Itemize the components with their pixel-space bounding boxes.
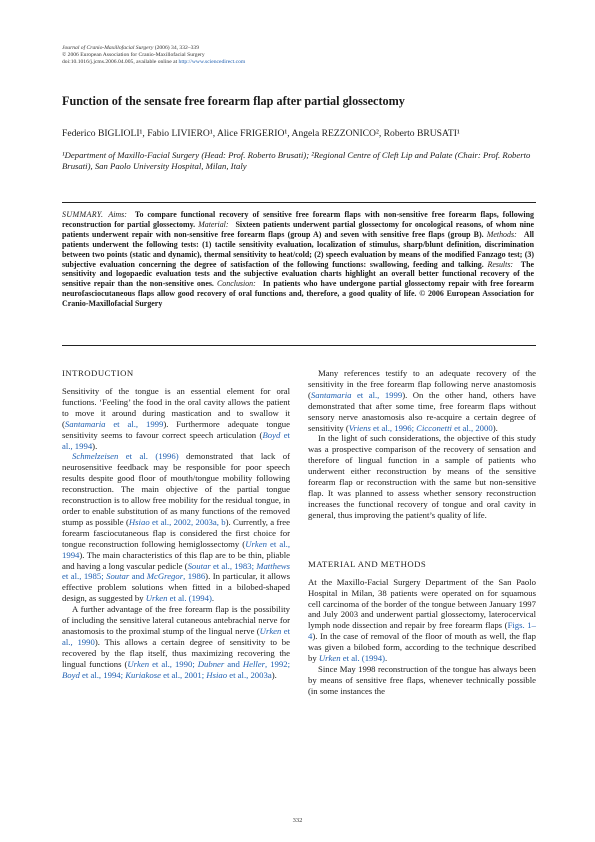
page-number: 332 <box>292 817 303 824</box>
abstract-top-rule <box>62 202 536 203</box>
left-column <box>62 368 290 680</box>
methods-heading: MATERIAL AND METHODS <box>308 558 427 569</box>
citation-text[interactable]: Cicconetti <box>416 422 452 433</box>
citation-text[interactable]: Schmelzeisen <box>72 451 119 462</box>
citation-text[interactable]: et al. (1994) <box>167 593 212 604</box>
intro-paragraph-1 <box>62 386 290 451</box>
citation-text[interactable]: Urken <box>245 538 267 549</box>
aims-label: Aims: <box>108 210 127 219</box>
citation-text[interactable]: et al., 1994; <box>79 669 126 680</box>
citation-text[interactable]: Figs. 1– 4 <box>308 620 536 642</box>
citation-text[interactable]: Matthews <box>256 560 290 571</box>
body-text: demonstrated that lack of neurosensitive feedback may be responsible for poor speech results despite good floor of mouth/tongue mobility following reconstruction. The main objective of the partial tongue reconstruction is to allow free mobility for the residual tongue, in order to enable substitution of as many functions of the removed stump as possible ( <box>62 451 290 527</box>
body-text: Sensitivity of the tongue is an essential element for oral functions. ‘Feeling’ the food in the oral cavity allows the patient to move it around during mastication and to swallow it ( <box>62 386 290 429</box>
body-text: ). The main characteristics of this flap are to be thin, pliable and having a long vascular pedicle ( <box>62 549 290 571</box>
citation-text[interactable]: et al., 1983; <box>210 560 257 571</box>
body-text: ). <box>92 440 98 451</box>
body-text: ). In particular, it allows effective problem solutions when fitted in a bilobed-shaped design, as suggested by <box>62 571 291 604</box>
body-text: Many references testify to an adequate recovery of the sensitivity in the free forearm flap following nerve anastomosis ( <box>308 368 536 400</box>
citation-text[interactable]: Boyd <box>262 429 281 440</box>
citation-text[interactable]: et al., 1994 <box>62 429 290 451</box>
citation-text[interactable]: Santamaria <box>310 389 352 400</box>
citation-text[interactable]: et al., 2000 <box>451 422 493 433</box>
body-text: ). <box>271 669 277 680</box>
citation-text[interactable]: et al., 1985; <box>62 571 107 582</box>
citation-text[interactable]: Dubner <box>197 658 225 669</box>
material-text: Sixteen patients underwent partial glossectomy for oncological reasons, of whom nine patients underwent repair with non-sensitive free forearm flaps (group A) and seven with sensitive free flaps (group B). <box>62 219 535 239</box>
results-label: Results: <box>487 259 514 269</box>
methods-paragraph-2 <box>308 664 536 697</box>
citation-text[interactable]: et al., 1990 <box>62 625 290 647</box>
citation-text[interactable]: Hsiao <box>206 669 228 680</box>
citation-text[interactable]: et al. (1994) <box>340 653 385 664</box>
intro-paragraph-2 <box>62 451 290 604</box>
abstract-bottom-rule <box>62 345 536 346</box>
body-text: ). On the other hand, others have demonstrated that after some time, free forearm flaps without sensory nerve anastomosis also re-acquire a certain degree of sensitivity ( <box>308 389 536 433</box>
methods-label: Methods: <box>486 229 517 239</box>
affiliations: ¹Department of Maxillo-Facial Surgery (Head: Prof. Roberto Brusati); ²Regional Centre of Cleft Lip and Palate (Chair: Prof. Roberto Brusati), San Paolo University Hospital, Milan, Italy <box>62 150 531 172</box>
doi-text: doi:10.1016/j.jcms.2006.04.005, available online at <box>62 59 178 66</box>
citation-text[interactable]: et al., 1999 <box>351 389 403 400</box>
material-label: Material: <box>198 219 229 229</box>
methods-text: All patients underwent the following tests: (1) tactile sensitivity evaluation, localization of stimulus, sharp/blunt definition, discrimination between two points (static and dynamic), thermal sensitivity to heat/cold; (2) speech evaluation by means of the modified Fanzago test; (3) subjective evaluation concerning the degree of satisfaction of the following functions: swallowing, feeding and talking. <box>62 229 535 269</box>
intro-paragraph-4 <box>308 368 536 433</box>
journal-volume: (2006) 34, 332–339 <box>154 45 199 51</box>
abstract-copyright: © 2006 European Association for Cranio-Maxillofacial Surgery <box>62 289 534 309</box>
citation-text[interactable]: et al. (1996) <box>118 451 179 462</box>
journal-name: Journal of Cranio-Maxillofacial Surgery <box>62 45 154 51</box>
body-text: In the light of such considerations, the objective of this study was a prospective comparison of the recovery of sensation and therefore of lingual function in a sample of patients who underwent either reconstruction by means of the sensitive forearm flap or reconstruction with the same but non-sensitive flap. It was planned to assess whether sensory reconstruction increases the functional recovery of tongue and oral cavity in general, thus improving the patient’s quality of life. <box>308 433 536 520</box>
citation-text[interactable]: Hsiao <box>128 516 150 527</box>
citation-text[interactable]: and <box>224 658 243 669</box>
body-text: ). Currently, a free forearm fasciocutaneous flap is considered the first choice for tongue reconstruction following hemiglossectomy ( <box>62 516 290 549</box>
citation-text[interactable]: Kuriakose <box>125 669 161 680</box>
journal-copyright: © 2006 European Association for Cranio-Maxillofacial Surgery <box>62 52 205 59</box>
journal-reference <box>62 45 245 66</box>
intro-paragraph-3 <box>62 604 290 680</box>
citation-text[interactable]: et al., 2002, 2003a, b <box>149 516 226 527</box>
author-list: Federico BIGLIOLI¹, Fabio LIVIERO¹, Alice FRIGERIO¹, Angela REZZONICO², Roberto BRUSATI¹ <box>62 128 460 139</box>
citation-text[interactable]: Urken <box>127 658 150 669</box>
citation-text[interactable]: et al., 2003a <box>227 669 272 680</box>
citation-text[interactable]: et al., 1994 <box>62 538 290 560</box>
methods-paragraph-1 <box>308 577 536 664</box>
body-text: . <box>211 593 215 604</box>
citation-text[interactable]: Urken <box>318 653 341 664</box>
abstract <box>62 210 534 309</box>
body-text: ). <box>492 422 498 433</box>
body-text: ). In the case of removal of the floor of mouth as well, the flap was given a bilobed form, according to the technique described by <box>308 631 536 664</box>
body-text: ). Furthermore adequate tongue sensitivity seems to favour correct speech articulation ( <box>62 418 290 440</box>
body-text: . <box>384 653 388 664</box>
citation-text[interactable]: Soutar <box>187 560 211 571</box>
citation-text[interactable]: McGregor <box>146 571 184 582</box>
citation-text[interactable]: Boyd <box>62 669 80 680</box>
citation-text[interactable]: Heller <box>242 658 266 669</box>
citation-text[interactable]: Santamaria <box>64 418 106 429</box>
introduction-heading: INTRODUCTION <box>62 368 134 378</box>
aims-text: To compare functional recovery of sensitive free forearm flaps with non-sensitive free forearm flaps, following reconstruction for partial glossectomy. <box>62 210 534 229</box>
citation-text[interactable]: Urken <box>259 625 282 636</box>
conclusion-text: In patients who have undergone partial glossectomy repair with free forearm neurofasciocutaneous flaps allow good recovery of oral functions and, therefore, a good quality of life. <box>62 279 535 299</box>
citation-text[interactable]: et al., 1999 <box>105 418 164 429</box>
results-text: The sensitivity and logopaedic evaluation tests and the subjective evaluation charts highlight an overall better functional recovery of the sensitive repair than the non-sensitive ones. <box>62 259 535 289</box>
intro-paragraph-5 <box>308 433 536 520</box>
citation-text[interactable]: , 1986 <box>183 571 206 582</box>
citation-text[interactable]: Soutar <box>106 571 130 582</box>
body-text: Since May 1998 reconstruction of the tongue has always been by means of sensitive free flaps, whenever technically possible (in some instances the <box>308 663 536 696</box>
body-text: A further advantage of the free forearm flap is the possibility of including the sensitive lateral cutaneous antebrachial nerve for anastomosis to the proximal stump of the lingual nerve ( <box>62 604 290 636</box>
citation-text[interactable]: Vriens <box>348 422 371 433</box>
citation-text[interactable]: et al., 2001; <box>160 669 207 680</box>
citation-text[interactable]: et al., 1996; <box>370 422 417 433</box>
citation-text[interactable]: et al., 1990; <box>149 658 198 669</box>
citation-text[interactable]: , 1992; <box>265 658 291 669</box>
summary-label: SUMMARY. <box>62 210 104 219</box>
body-text: At the Maxillo-Facial Surgery Department of the San Paolo Hospital in Milan, 38 patients were operated on for squamous cell carcinoma of the border of the tongue between January 1997 and July 2003 and underwent partial glossectomy, laterocervical lymph node dissection and repair by free forearm flaps ( <box>308 576 536 631</box>
citation-text[interactable]: and <box>129 571 147 582</box>
sciencedirect-link[interactable]: http://www.sciencedirect.com <box>178 59 246 66</box>
article-title: Function of the sensate free forearm flap after partial glossectomy <box>62 94 405 108</box>
conclusion-label: Conclusion: <box>216 279 256 289</box>
body-text: ). This allows a certain degree of sensitivity to be recovered by the flap itself, thus maximizing recovering the lingual functions ( <box>62 636 290 669</box>
right-column <box>308 368 536 697</box>
citation-text[interactable]: Urken <box>145 593 168 604</box>
